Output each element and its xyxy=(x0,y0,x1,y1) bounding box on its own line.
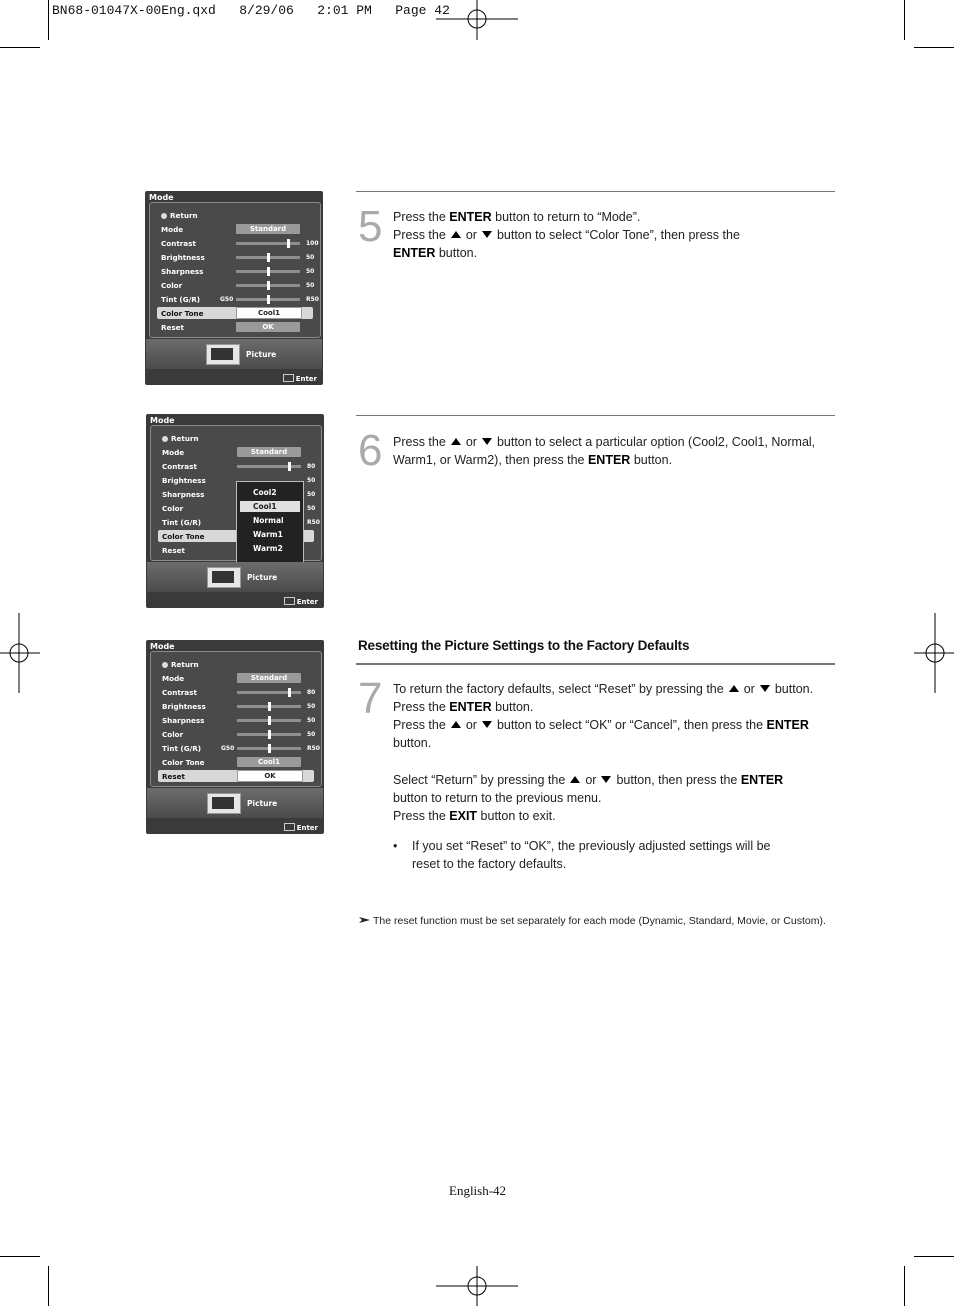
dropdown-option-cool2[interactable]: Cool2 xyxy=(253,488,277,497)
step-5-text: Press the ENTER button to return to “Mode”. Press the or button to select “Color Tone”, then press the ENTER button. xyxy=(393,210,740,260)
return-icon xyxy=(162,436,168,442)
crop-mark xyxy=(914,1256,954,1257)
up-arrow-icon xyxy=(451,438,461,445)
down-arrow-icon xyxy=(760,685,770,692)
slider-track[interactable] xyxy=(237,719,301,722)
crop-mark xyxy=(48,1266,49,1306)
menu-panel xyxy=(149,202,321,338)
enter-hint: Enter xyxy=(284,823,318,832)
osd-menu-step7 xyxy=(146,640,324,834)
menu-row-color-tone[interactable]: Color Tone Cool1 xyxy=(157,307,313,319)
enter-icon xyxy=(283,374,294,382)
menu-row-contrast[interactable]: Contrast 100 xyxy=(161,239,319,248)
slider-knob[interactable] xyxy=(288,462,291,471)
slider-track[interactable] xyxy=(237,465,301,468)
menu-row-tint[interactable]: Tint (G/R) G50 R50 xyxy=(161,295,319,304)
menu-row-reset[interactable]: Reset xyxy=(162,546,185,555)
menu-row-return[interactable]: Return xyxy=(158,658,314,670)
menu-row-color[interactable]: Color 50 xyxy=(162,730,316,739)
enter-icon xyxy=(284,823,295,831)
registration-mark-icon xyxy=(0,613,40,693)
menu-row-reset[interactable]: Reset OK xyxy=(157,321,313,333)
enter-icon xyxy=(284,597,295,605)
menu-title: Mode xyxy=(149,193,174,202)
up-arrow-icon xyxy=(570,776,580,783)
menu-row-brightness[interactable]: Brightness 50 xyxy=(161,253,315,262)
slider-track[interactable] xyxy=(237,691,301,694)
menu-title: Mode xyxy=(150,416,175,425)
section-divider xyxy=(356,415,835,416)
slider-track[interactable] xyxy=(236,298,300,301)
menu-row-sharpness[interactable]: Sharpness 50 xyxy=(161,267,315,276)
value-box: Cool1 xyxy=(236,307,302,319)
dropdown-option-normal[interactable]: Normal xyxy=(253,516,284,525)
slider-track[interactable] xyxy=(237,747,301,750)
section-title: Resetting the Picture Settings to the Factory Defaults xyxy=(358,638,690,653)
up-arrow-icon xyxy=(451,231,461,238)
value-box: Standard xyxy=(237,447,301,457)
menu-row-mode[interactable]: Mode Standard xyxy=(157,223,313,235)
crop-mark xyxy=(48,0,49,40)
bullet-note: • If you set “Reset” to “OK”, the previously adjusted settings will be reset to the factory defaults. xyxy=(393,839,771,871)
picture-label: Picture xyxy=(246,350,277,359)
return-icon xyxy=(162,662,168,668)
step-number: 6 xyxy=(358,426,383,475)
slider-track[interactable] xyxy=(236,256,300,259)
osd-menu-step5 xyxy=(145,191,323,385)
step-6-text: Press the or button to select a particular option (Cool2, Cool1, Normal, Warm1, or Warm2), then press the ENTER button. xyxy=(393,435,816,467)
slider-track[interactable] xyxy=(237,705,301,708)
value-box: Standard xyxy=(237,673,301,683)
step-7-text: To return the factory defaults, select “Reset” by pressing the or button. Press the ENTER button. Press the or button to select “OK” or “Cancel”, then press the ENTER button. Select “Return” by pressing the or button, then press the ENTER button to return to the previous menu. Press the EXIT button to exit. • If you set “Reset” to “OK”, the previously adjusted settings will be reset to the factory defaults. xyxy=(393,680,833,873)
menu-row-return[interactable]: Return xyxy=(157,209,313,221)
down-arrow-icon xyxy=(482,438,492,445)
menu-row-reset[interactable]: Reset OK xyxy=(158,770,314,782)
menu-row-color[interactable]: Color 50 xyxy=(161,281,315,290)
menu-footer-bar xyxy=(146,339,322,369)
slider-track[interactable] xyxy=(236,270,300,273)
enter-hint: Enter xyxy=(284,597,318,606)
section-divider xyxy=(356,191,835,192)
page-number: English-42 xyxy=(449,1183,507,1198)
menu-row-tint[interactable]: Tint (G/R) R50 xyxy=(162,518,320,527)
picture-label: Picture xyxy=(247,573,278,582)
tv-picture-icon xyxy=(206,344,240,365)
picture-label: Picture xyxy=(247,799,278,808)
crop-mark xyxy=(904,0,905,40)
up-arrow-icon xyxy=(451,721,461,728)
menu-row-color[interactable]: Color 50 xyxy=(162,504,316,513)
slider-knob[interactable] xyxy=(267,267,270,276)
dropdown-option-warm1[interactable]: Warm1 xyxy=(253,530,283,539)
slider-knob[interactable] xyxy=(268,716,271,725)
color-tone-dropdown[interactable] xyxy=(236,481,304,563)
menu-panel xyxy=(150,425,322,561)
slider-knob[interactable] xyxy=(287,239,290,248)
registration-mark-icon xyxy=(914,613,954,693)
menu-row-color-tone[interactable]: Color Tone xyxy=(158,530,314,542)
registration-mark-icon xyxy=(436,1266,518,1306)
up-arrow-icon xyxy=(729,685,739,692)
tv-picture-icon xyxy=(207,567,241,588)
slider-knob[interactable] xyxy=(268,744,271,753)
value-box: OK xyxy=(237,770,303,782)
menu-row-mode[interactable]: Mode Standard xyxy=(158,672,314,684)
slider-knob[interactable] xyxy=(267,253,270,262)
menu-row-sharpness[interactable]: Sharpness 50 xyxy=(162,490,316,499)
step-number: 7 xyxy=(358,674,383,723)
down-arrow-icon xyxy=(482,231,492,238)
footnote: The reset function must be set separately for each mode (Dynamic, Standard, Movie, or Custom). xyxy=(359,915,826,927)
enter-hint: Enter xyxy=(283,374,317,383)
dropdown-option-cool1[interactable]: Cool1 xyxy=(240,501,300,512)
slider-knob[interactable] xyxy=(267,295,270,304)
note-arrow-icon xyxy=(359,916,371,924)
slider-track[interactable] xyxy=(236,284,300,287)
menu-footer-bar xyxy=(147,562,323,592)
slider-knob[interactable] xyxy=(268,730,271,739)
section-divider xyxy=(356,663,835,665)
dropdown-option-warm2[interactable]: Warm2 xyxy=(253,544,283,553)
crop-mark xyxy=(914,47,954,48)
crop-mark xyxy=(0,47,40,48)
crop-mark xyxy=(0,1256,40,1257)
slider-track[interactable] xyxy=(237,733,301,736)
menu-row-sharpness[interactable]: Sharpness 50 xyxy=(162,716,316,725)
menu-panel xyxy=(150,651,322,787)
menu-row-color-tone[interactable]: Color Tone Cool1 xyxy=(158,756,314,768)
menu-row-brightness[interactable]: Brightness 50 xyxy=(162,476,316,485)
menu-row-return[interactable]: Return xyxy=(158,432,314,444)
return-icon xyxy=(161,213,167,219)
slider-knob[interactable] xyxy=(288,688,291,697)
osd-menu-step6 xyxy=(146,414,324,608)
step-number: 5 xyxy=(358,202,383,251)
slider-track[interactable] xyxy=(236,242,300,245)
down-arrow-icon xyxy=(482,721,492,728)
menu-title: Mode xyxy=(150,642,175,651)
crop-mark xyxy=(904,1266,905,1306)
slider-knob[interactable] xyxy=(268,702,271,711)
value-box: Cool1 xyxy=(237,757,301,767)
menu-row-tint[interactable]: Tint (G/R) G50 R50 xyxy=(162,744,320,753)
down-arrow-icon xyxy=(601,776,611,783)
value-box: OK xyxy=(236,322,300,332)
tv-picture-icon xyxy=(207,793,241,814)
menu-row-brightness[interactable]: Brightness 50 xyxy=(162,702,316,711)
slider-knob[interactable] xyxy=(267,281,270,290)
menu-row-contrast[interactable]: Contrast 80 xyxy=(162,688,316,697)
menu-row-mode[interactable]: Mode Standard xyxy=(158,446,314,458)
menu-footer-bar xyxy=(147,788,323,818)
registration-mark-icon xyxy=(436,0,518,40)
value-box: Standard xyxy=(236,224,300,234)
menu-row-contrast[interactable]: Contrast 80 xyxy=(162,462,316,471)
print-slug: BN68-01047X-00Eng.qxd 8/29/06 2:01 PM Page 42 xyxy=(52,3,450,18)
